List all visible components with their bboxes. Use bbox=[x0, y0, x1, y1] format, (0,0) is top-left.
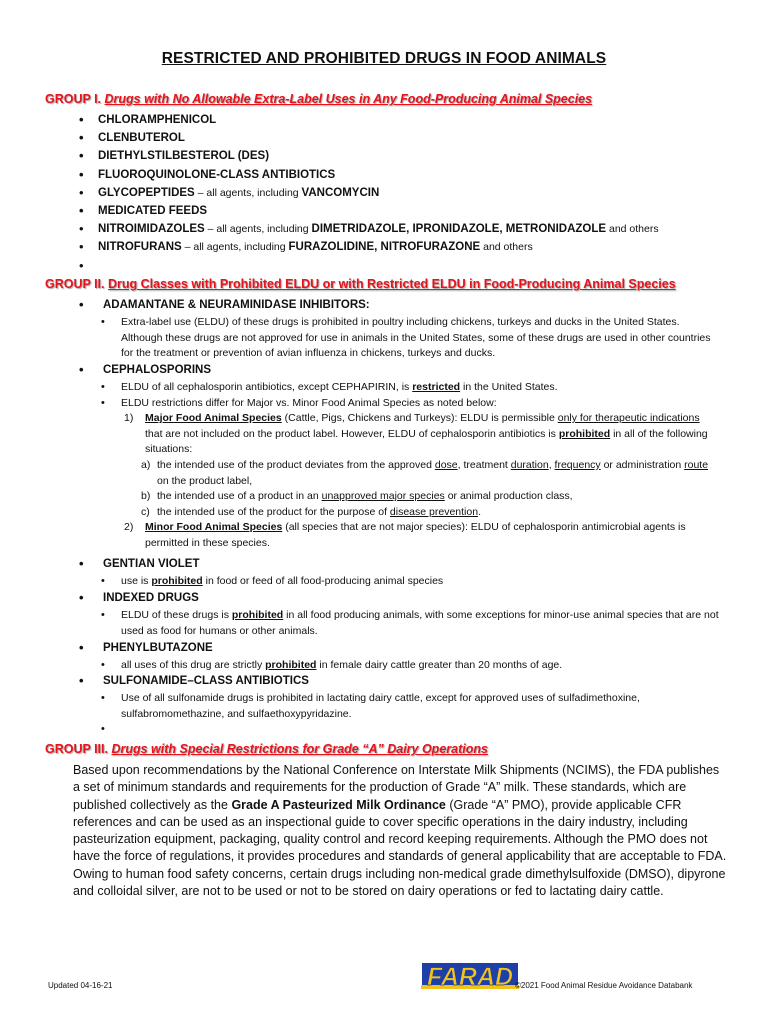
situation-b: b) the intended use of a product in an unapproved major species or animal production class, bbox=[141, 490, 573, 503]
group2-subtitle: Drug Classes with Prohibited ELDU or with Restricted ELDU in Food-Producing Animal Species bbox=[108, 277, 676, 291]
group1-subtitle: Drugs with No Allowable Extra-Label Uses in Any Food-Producing Animal Species bbox=[104, 92, 593, 106]
adamantane-section bbox=[79, 297, 719, 362]
list-item: • CHLORAMPHENICOL bbox=[79, 111, 659, 129]
minor-species-item: 2) Minor Food Animal Species (all species that are not major species): ELDU of cephalosporin antimicrobial agents is permitted in these species. bbox=[124, 521, 686, 549]
document-title: RESTRICTED AND PROHIBITED DRUGS IN FOOD ANIMALS bbox=[161, 50, 607, 67]
cephalosporins-heading: • CEPHALOSPORINS bbox=[79, 362, 719, 378]
group3-heading bbox=[45, 742, 488, 756]
group1-drug-list bbox=[79, 111, 659, 275]
group3-paragraph: Based upon recommendations by the National Conference on Interstate Milk Shipments (NCIMS), the FDA publishes a set of minimum standards and requirements for the production of Grade “A” milk. These standards, which are published collectively as the Grade A Pasteurized Milk Ordinance (Grade “A” PMO), provide applicable CFR references and can be used as an inspectional guide to cover specific operations in the dairy industry, including pasteurization equipment, packaging, quality control and record keeping requirements. Although the PMO does not have the force of regulations, it provides procedures and standards of general applicability that are acceptable to FDA. Owing to human food safety concerns, certain drugs including non-medical grade dimethylsulfoxide (DMSO), dipyrone and colloidal silver, are not to be used or not to be stored on dairy operations or fed to lactating dairy cattle. bbox=[73, 763, 727, 899]
list-item: • NITROFURANS – all agents, including FURAZOLIDINE, NITROFURAZONE and others bbox=[79, 238, 659, 256]
phenylbutazone-text: • all uses of this drug are strictly prohibited in female dairy cattle greater than 20 months of age. bbox=[99, 658, 719, 674]
list-item: • NITROIMIDAZOLES – all agents, including DIMETRIDAZOLE, IPRONIDAZOLE, METRONIDAZOLE and others bbox=[79, 220, 659, 238]
group1-label: GROUP I. bbox=[45, 92, 102, 106]
indexed-drugs-heading: • INDEXED DRUGS bbox=[79, 590, 719, 606]
indexed-drugs-text: • ELDU of these drugs is prohibited in all food producing animals, with some exceptions for minor-use animal species that are not used as food for humans or other animals. bbox=[99, 608, 719, 639]
farad-logo bbox=[421, 961, 519, 991]
sulfonamide-heading: • SULFONAMIDE–CLASS ANTIBIOTICS bbox=[79, 673, 719, 689]
adamantane-heading: • ADAMANTANE & NEURAMINIDASE INHIBITORS: bbox=[79, 297, 719, 313]
copyright-text: ©2021 Food Animal Residue Avoidance Databank bbox=[515, 981, 693, 990]
farad-logo-text: FARAD bbox=[426, 963, 514, 991]
list-item: • FLUOROQUINOLONE-CLASS ANTIBIOTICS bbox=[79, 166, 659, 184]
list-item: • CLENBUTEROL bbox=[79, 129, 659, 147]
list-item: • DIETHYLSTILBESTEROL (DES) bbox=[79, 147, 659, 165]
indexed-drugs-section bbox=[79, 590, 719, 639]
group2-label: GROUP II. bbox=[45, 277, 105, 291]
adamantane-text: • Extra-label use (ELDU) of these drugs is prohibited in poultry including chickens, turkeys and ducks in the United States. Although these drugs are not approved for use in animals in the United States, some of these drugs are used in other countries for the treatment or prevention of avian influenza in chickens, turkeys and ducks. bbox=[99, 315, 719, 362]
gentian-violet-heading: • GENTIAN VIOLET bbox=[79, 556, 719, 572]
list-item: • GLYCOPEPTIDES – all agents, including VANCOMYCIN bbox=[79, 184, 659, 202]
situation-a: a) the intended use of the product deviates from the approved dose, treatment duration, frequency or administration route on the product label, bbox=[141, 458, 709, 487]
situation-c: c) the intended use of the product for the purpose of disease prevention. bbox=[141, 505, 481, 518]
empty-list-item bbox=[99, 722, 719, 738]
phenylbutazone-section bbox=[79, 640, 719, 674]
group3-label: GROUP III. bbox=[45, 742, 108, 756]
updated-date: Updated 04-16-21 bbox=[48, 981, 113, 990]
group1-heading bbox=[45, 92, 592, 106]
empty-list-item bbox=[79, 257, 659, 275]
cephalosporins-bullet-1: • ELDU of all cephalosporin antibiotics, except CEPHAPIRIN, is restricted in the United States. bbox=[99, 380, 719, 396]
group2-heading bbox=[45, 277, 676, 291]
cephalosporins-section bbox=[79, 362, 719, 552]
major-species-item: 1) Major Food Animal Species (Cattle, Pigs, Chickens and Turkeys): ELDU is permissible only for therapeutic indications that are not included on the product label. However, ELDU of cephalosporin antibiotics is prohibited in all of the following situations: bbox=[124, 412, 708, 456]
list-item: • MEDICATED FEEDS bbox=[79, 202, 659, 220]
group3-subtitle: Drugs with Special Restrictions for Grade “A” Dairy Operations bbox=[111, 742, 488, 756]
gentian-violet-section bbox=[79, 556, 719, 590]
phenylbutazone-heading: • PHENYLBUTAZONE bbox=[79, 640, 719, 656]
sulfonamide-text: • Use of all sulfonamide drugs is prohibited in lactating dairy cattle, except for approved uses of sulfadimethoxine, sulfabromomethazine, and sulfaethoxypyridazine. bbox=[99, 691, 719, 722]
cephalosporins-bullet-2: • ELDU restrictions differ for Major vs. Minor Food Animal Species as noted below: bbox=[99, 396, 719, 412]
gentian-violet-text: • use is prohibited in food or feed of all food-producing animal species bbox=[99, 574, 719, 590]
sulfonamide-section bbox=[79, 673, 719, 738]
